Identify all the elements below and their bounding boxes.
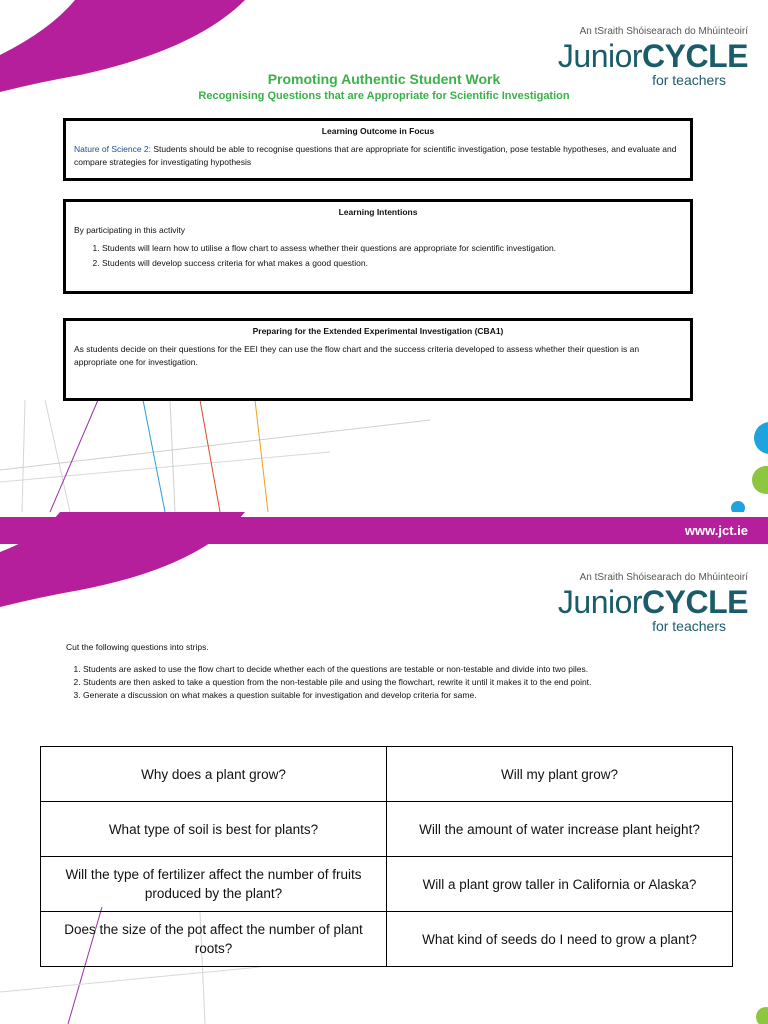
learning-outcome-box	[63, 118, 693, 181]
logo-wordmark: JuniorCYCLE	[557, 584, 748, 620]
logo-irish-text: An tSraith Shóisearach do Mhúinteoirí	[579, 572, 748, 583]
eei-text: As students decide on their questions for the EEI they can use the flow chart and the success criteria developed to assess whether their question is an appropriate one for investigation.	[74, 344, 640, 367]
instructions-intro: Cut the following questions into strips.	[66, 642, 209, 652]
learning-outcome-text: Nature of Science 2: Students should be able to recognise questions that are appropriate for scientific investigation, pose testable hypotheses, and evaluate and compare strategies for investigating hypothesis	[74, 144, 677, 167]
green-dot	[752, 466, 768, 494]
table-row	[41, 802, 733, 857]
logo-irish-text: An tSraith Shóisearach do Mhúinteoirí	[579, 26, 748, 37]
logo-subtitle: for teachers	[652, 72, 726, 88]
table-row	[41, 912, 733, 967]
question-cell: Does the size of the pot affect the number of plant roots?	[41, 912, 387, 967]
green-dot	[756, 1007, 768, 1024]
list-item: 1. Students will learn how to utilise a flow chart to assess whether their questions are appropriate for scientific investigation.	[102, 242, 682, 255]
page-subtitle: Recognising Questions that are Appropriate for Scientific Investigation	[198, 90, 570, 102]
small-cyan-dot	[731, 501, 745, 512]
logo-subtitle: for teachers	[652, 618, 726, 634]
list-item: 2. Students are then asked to take a question from the non-testable pile and using the flowchart, rewrite it until it makes it to the end point.	[83, 676, 716, 689]
footer-url[interactable]: www.jct.ie	[684, 523, 748, 538]
question-cell: Will my plant grow?	[387, 747, 733, 802]
nature-of-science-label: Nature of Science 2	[74, 144, 149, 154]
list-item: 2. Students will develop success criteria for what makes a good question.	[102, 257, 682, 270]
eei-heading: Preparing for the Extended Experimental Investigation (CBA1)	[252, 326, 504, 336]
learning-intentions-box	[63, 199, 693, 294]
junior-cycle-logo	[538, 572, 748, 634]
cyan-dot	[754, 422, 768, 454]
learning-outcome-heading: Learning Outcome in Focus	[321, 126, 435, 136]
question-cell: Why does a plant grow?	[41, 747, 387, 802]
question-cell: Will the type of fertilizer affect the number of fruits produced by the plant?	[41, 857, 387, 912]
page-title: Promoting Authentic Student Work	[267, 71, 501, 87]
logo-wordmark: JuniorCYCLE	[557, 38, 748, 74]
deco-line	[0, 967, 260, 992]
instructions	[66, 641, 716, 702]
question-cell: What type of soil is best for plants?	[41, 802, 387, 857]
deco-line	[200, 400, 220, 512]
page-2	[0, 512, 768, 1024]
table-row	[41, 747, 733, 802]
list-item: 1. Students are asked to use the flow chart to decide whether each of the questions are testable or non-testable and divide into two piles.	[83, 663, 716, 676]
deco-line	[170, 400, 175, 512]
question-cell: Will a plant grow taller in California or Alaska?	[387, 857, 733, 912]
learning-intentions-heading: Learning Intentions	[338, 207, 418, 217]
deco-line	[0, 452, 330, 482]
instructions-steps	[83, 663, 716, 702]
learning-intentions-intro: By participating in this activity	[74, 225, 186, 235]
deco-line	[22, 400, 25, 512]
eei-box	[63, 318, 693, 401]
table-row	[41, 857, 733, 912]
deco-line	[255, 400, 268, 512]
questions-table	[40, 746, 733, 967]
deco-line	[143, 400, 165, 512]
list-item: 3. Generate a discussion on what makes a question suitable for investigation and develop criteria for same.	[83, 689, 716, 702]
question-cell: What kind of seeds do I need to grow a plant?	[387, 912, 733, 967]
question-cell: Will the amount of water increase plant height?	[387, 802, 733, 857]
learning-intentions-list	[102, 242, 682, 270]
footer-bar	[0, 517, 768, 544]
